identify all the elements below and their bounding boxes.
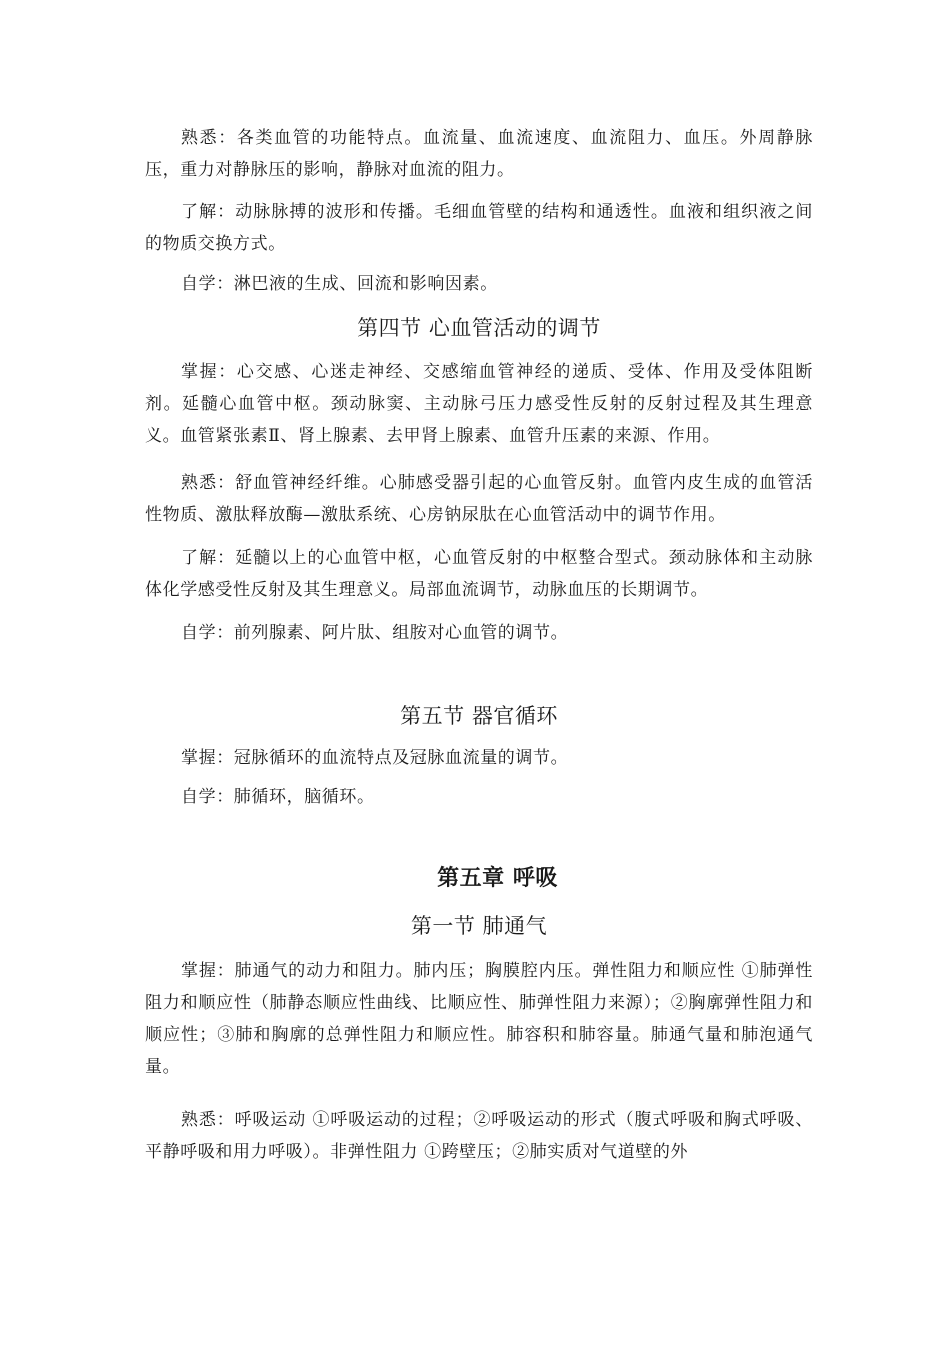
selfstudy-paragraph-lymph: 自学：淋巴液的生成、回流和影响因素。 (181, 274, 498, 294)
master-paragraph-coronary: 掌握：冠脉循环的血流特点及冠脉血流量的调节。 (181, 748, 569, 768)
familiar-paragraph-vessels: 熟悉：各类血管的功能特点。血流量、血流速度、血流阻力、血压。外周静脉压，重力对静脉压的影响，静脉对血流的阻力。 (145, 128, 813, 180)
selfstudy-paragraph-organ: 自学：肺循环，脑循环。 (181, 787, 375, 807)
understand-paragraph-regulation: 了解：延髓以上的心血管中枢，心血管反射的中枢整合型式。颈动脉体和主动脉体化学感受性反射及其生理意义。局部血流调节，动脉血压的长期调节。 (145, 548, 813, 600)
section-title-4: 第四节 心血管活动的调节 (357, 316, 601, 340)
master-paragraph-regulation: 掌握：心交感、心迷走神经、交感缩血管神经的递质、受体、作用及受体阻断剂。延髓心血管中枢。颈动脉窦、主动脉弓压力感受性反射的反射过程及其生理意义。血管紧张素Ⅱ、肾上腺素、去甲肾上腺素、血管升压素的来源、作用。 (145, 362, 813, 446)
familiar-paragraph-ventilation: 熟悉：呼吸运动 ①呼吸运动的过程；②呼吸运动的形式（腹式呼吸和胸式呼吸、平静呼吸和用力呼吸）。非弹性阻力 ①跨壁压；②肺实质对气道壁的外 (145, 1110, 813, 1162)
chapter-title-5: 第五章 呼吸 (437, 865, 558, 891)
master-paragraph-ventilation: 掌握：肺通气的动力和阻力。肺内压；胸膜腔内压。弹性阻力和顺应性 ①肺弹性阻力和顺应性（肺静态顺应性曲线、比顺应性、肺弹性阻力来源）；②胸廓弹性阻力和顺应性；③肺和胸廓的总弹性阻力和顺应性。肺容积和肺容量。肺通气量和肺泡通气量。 (145, 961, 813, 1077)
section-title-1: 第一节 肺通气 (410, 914, 548, 938)
selfstudy-paragraph-regulation: 自学：前列腺素、阿片肽、组胺对心血管的调节。 (181, 623, 569, 643)
section-title-5: 第五节 器官循环 (400, 704, 558, 728)
familiar-paragraph-regulation: 熟悉：舒血管神经纤维。心肺感受器引起的心血管反射。血管内皮生成的血管活性物质、激肽释放酶—激肽系统、心房钠尿肽在心血管活动中的调节作用。 (145, 473, 813, 525)
understand-paragraph-pulse: 了解：动脉脉搏的波形和传播。毛细血管壁的结构和通透性。血液和组织液之间的物质交换方式。 (145, 202, 813, 254)
